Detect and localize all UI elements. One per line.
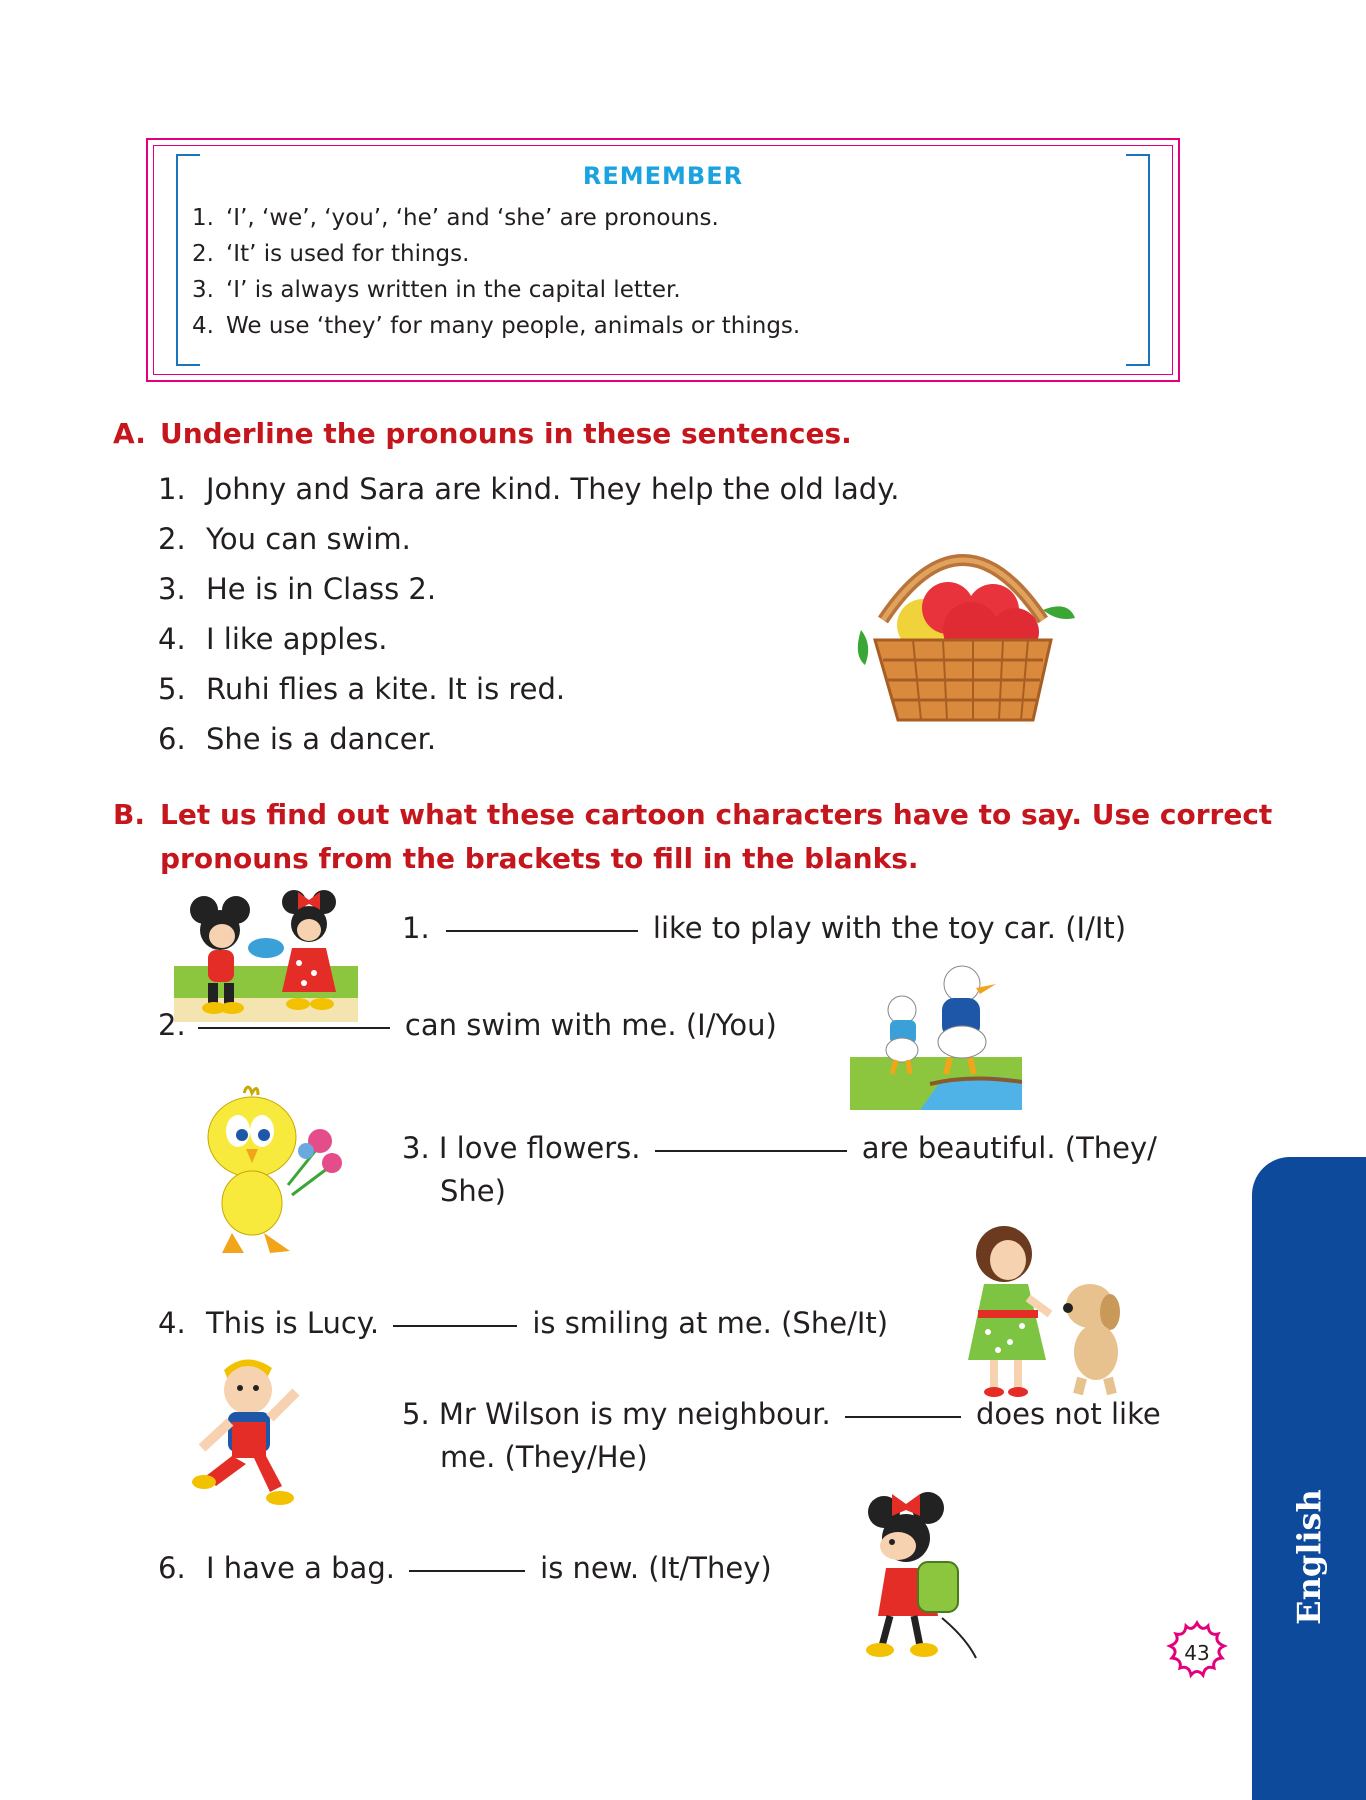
remember-title: REMEMBER [582, 162, 744, 190]
question-b-2: 2. can swim with me. (I/You) [158, 1008, 777, 1042]
sentence-a-6: 6. She is a dancer. [158, 722, 437, 756]
page-number-badge [1164, 1620, 1230, 1686]
side-tab [1252, 1157, 1366, 1800]
ducks-illustration [850, 962, 1022, 1110]
question-b-3: 3. I love flowers. are beautiful. (They/ [402, 1131, 1157, 1165]
answer-blank[interactable] [409, 1568, 525, 1572]
exercise-b-letter: B. [113, 798, 145, 831]
question-b-3-line2: She) [440, 1174, 506, 1208]
sentence-a-2: 2. You can swim. [158, 522, 411, 556]
remember-item: 1. ‘I’, ‘we’, ‘you’, ‘he’ and ‘she’ are pronouns. [192, 205, 719, 231]
sentence-a-3: 3. He is in Class 2. [158, 572, 437, 606]
answer-blank[interactable] [845, 1414, 961, 1418]
mouse-couple-illustration [174, 888, 358, 1022]
question-b-1: 1. like to play with the toy car. (I/It) [402, 911, 1127, 945]
side-tab-label: English [1290, 1489, 1328, 1625]
sentence-a-1: 1. Johny and Sara are kind. They help the old lady. [158, 472, 900, 506]
exercise-b-heading-line1: Let us find out what these cartoon characters have to say. Use correct [160, 798, 1273, 831]
remember-item: 3. ‘I’ is always written in the capital letter. [192, 277, 681, 303]
remember-item: 2. ‘It’ is used for things. [192, 241, 470, 267]
question-b-4: 4. This is Lucy. is smiling at me. (She/It) [158, 1306, 889, 1340]
answer-blank[interactable] [446, 928, 638, 932]
remember-item: 4. We use ‘they’ for many people, animals or things. [192, 313, 801, 339]
girl-with-puppy-illustration [950, 1222, 1140, 1400]
question-b-5: 5. Mr Wilson is my neighbour. does not like [402, 1397, 1161, 1431]
exercise-b-heading-line2: pronouns from the brackets to fill in the blanks. [160, 842, 919, 875]
answer-blank[interactable] [393, 1323, 517, 1327]
sentence-a-5: 5. Ruhi flies a kite. It is red. [158, 672, 566, 706]
remember-box [146, 138, 1180, 382]
exercise-b-heading [113, 793, 1273, 881]
exercise-a-heading [113, 412, 1113, 456]
question-b-5-line2: me. (They/He) [440, 1440, 648, 1474]
running-boy-illustration [186, 1352, 316, 1510]
answer-blank[interactable] [655, 1148, 847, 1152]
sentence-a-4: 4. I like apples. [158, 622, 388, 656]
yellow-bird-illustration [192, 1085, 342, 1263]
apple-basket-illustration [843, 530, 1083, 730]
exercise-a-letter: A. [113, 417, 146, 450]
mouse-with-backpack-illustration [856, 1488, 982, 1664]
question-b-6: 6. I have a bag. is new. (It/They) [158, 1551, 772, 1585]
remember-list [192, 200, 800, 344]
answer-blank[interactable] [198, 1025, 390, 1029]
page-number: 43 [1184, 1641, 1210, 1665]
exercise-a-heading-text: Underline the pronouns in these sentences. [160, 417, 852, 450]
